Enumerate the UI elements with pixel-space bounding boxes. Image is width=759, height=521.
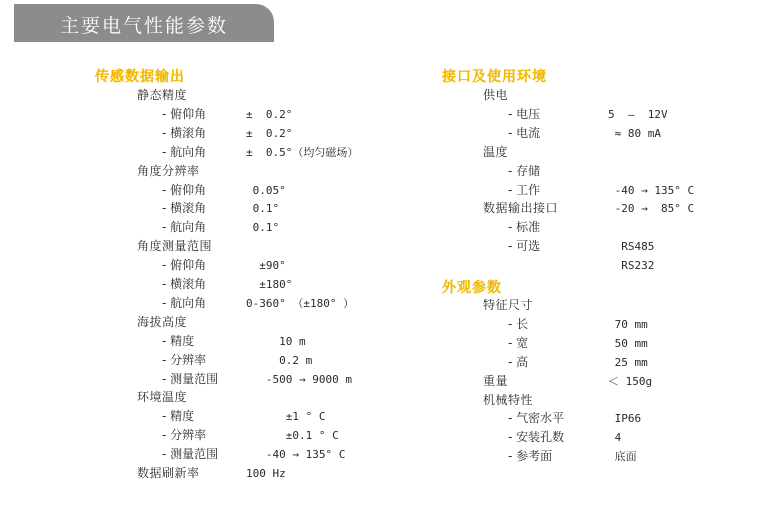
- spec-item-label: - 可选: [508, 239, 541, 254]
- spec-item-label: - 电流: [508, 125, 541, 140]
- spec-value: ± 0.2°: [246, 126, 293, 140]
- spec-item-row: [0, 162, 759, 181]
- spec-value: 4: [608, 431, 622, 445]
- spec-item-label: - 存储: [508, 163, 541, 178]
- spec-item-label: - 长: [508, 316, 529, 331]
- spec-value: 0.05°: [246, 183, 286, 197]
- spec-category-row: [0, 372, 759, 391]
- spec-item-label: - 高: [508, 354, 529, 369]
- spec-item-row: [0, 237, 759, 256]
- spec-value: ± 0.5°（均匀磁场）: [246, 145, 359, 159]
- spec-value: 0-360° （±180° ）: [246, 296, 355, 310]
- spec-item-label: - 工作: [508, 182, 541, 197]
- spec-item-label: - 精度: [162, 333, 195, 348]
- spec-item-label: - 航向角: [162, 295, 207, 310]
- spec-category-row: [0, 86, 759, 105]
- spec-category-label: 数据刷新率: [137, 466, 200, 480]
- spec-value: 5 – 12V: [608, 107, 668, 121]
- spec-value: 0.1°: [246, 221, 280, 235]
- spec-item-label: - 航向角: [162, 144, 207, 159]
- spec-category-row: [0, 143, 759, 162]
- spec-item-label: - 分辨率: [162, 352, 207, 367]
- spec-item-row: [0, 124, 759, 143]
- page-title: 主要电气性能参数: [60, 15, 229, 37]
- spec-item-label: - 俯仰角: [162, 106, 207, 121]
- spec-item-label: - 参考面: [508, 449, 553, 464]
- spec-item-label: - 安装孔数: [508, 430, 565, 445]
- spec-value: -500 → 9000 m: [246, 372, 352, 386]
- spec-value: 0.1°: [246, 202, 280, 216]
- spec-item-label: - 测量范围: [162, 371, 219, 386]
- spec-item-row: [0, 353, 759, 372]
- spec-item-row: [0, 409, 759, 428]
- spec-value: -40 → 135° C: [608, 183, 695, 197]
- spec-category-row: [0, 464, 759, 483]
- spec-item-row: [0, 256, 759, 275]
- spec-value: ±1 ° C: [246, 410, 326, 424]
- spec-value: RS232: [608, 259, 655, 273]
- spec-category-row: [0, 199, 759, 218]
- spec-category-label: 数据输出接口: [483, 201, 559, 216]
- spec-value: 25 mm: [608, 355, 648, 369]
- spec-item-label: - 电压: [508, 106, 541, 121]
- spec-item-label: - 俯仰角: [162, 258, 207, 273]
- header-banner: [14, 4, 274, 42]
- spec-category-label: 重量: [483, 373, 509, 388]
- spec-item-row: [0, 275, 759, 294]
- spec-item-row: [0, 334, 759, 353]
- spec-item-row: [0, 447, 759, 466]
- spec-item-label: - 分辨率: [162, 428, 207, 443]
- spec-category-label: 角度测量范围: [137, 239, 213, 254]
- spec-value: 50 mm: [608, 336, 648, 350]
- spec-value: ±90°: [246, 259, 286, 273]
- spec-value: 100 Hz: [246, 467, 286, 480]
- spec-value: ±0.1 ° C: [246, 429, 339, 443]
- spec-value: ＜ 150g: [608, 374, 653, 388]
- spec-item-label: - 横滚角: [162, 277, 207, 291]
- spec-item-row: [0, 315, 759, 334]
- section-heading-interface-environment: 接口及使用环境: [442, 69, 547, 85]
- spec-item-row: [0, 428, 759, 447]
- spec-value: ≈ 80 mA: [608, 126, 661, 140]
- spec-value: RS485: [608, 240, 655, 254]
- spec-category-label: 供电: [483, 88, 509, 102]
- spec-item-label: - 横滚角: [162, 201, 207, 216]
- spec-item-label: - 宽: [508, 335, 529, 350]
- spec-value: IP66: [608, 412, 642, 426]
- spec-category-label: 环境温度: [137, 390, 188, 405]
- spec-category-row: [0, 296, 759, 315]
- spec-value: -20 → 85° C: [608, 202, 695, 216]
- spec-category-label: 机械特性: [483, 392, 534, 407]
- spec-item-row: [0, 218, 759, 237]
- spec-value: 0.2 m: [246, 353, 313, 367]
- spec-item-label: - 横滚角: [162, 125, 207, 140]
- section-heading-appearance: 外观参数: [442, 280, 502, 296]
- spec-category-label: 静态精度: [137, 88, 188, 102]
- spec-category-row: [0, 391, 759, 410]
- spec-category-label: 温度: [483, 144, 509, 159]
- spec-item-label: - 标准: [508, 220, 541, 235]
- spec-category-label: 海拔高度: [137, 314, 188, 329]
- spec-item-label: - 气密水平: [508, 411, 565, 426]
- spec-value: 10 m: [246, 334, 306, 348]
- spec-value: 70 mm: [608, 317, 648, 331]
- spec-item-label: - 航向角: [162, 220, 207, 235]
- spec-item-label: - 俯仰角: [162, 182, 207, 197]
- spec-category-label: 角度分辨率: [137, 163, 200, 178]
- spec-value: ±180°: [246, 278, 293, 291]
- spec-item-row: [0, 181, 759, 200]
- spec-value: 底面: [608, 450, 637, 464]
- spec-value: -40 → 135° C: [246, 448, 346, 462]
- spec-category-label: 特征尺寸: [483, 298, 534, 312]
- spec-item-label: - 测量范围: [162, 447, 219, 462]
- spec-value: ± 0.2°: [246, 107, 293, 121]
- spec-item-label: - 精度: [162, 409, 195, 424]
- section-heading-sensor-output: 传感数据输出: [95, 69, 185, 85]
- spec-item-row: [0, 105, 759, 124]
